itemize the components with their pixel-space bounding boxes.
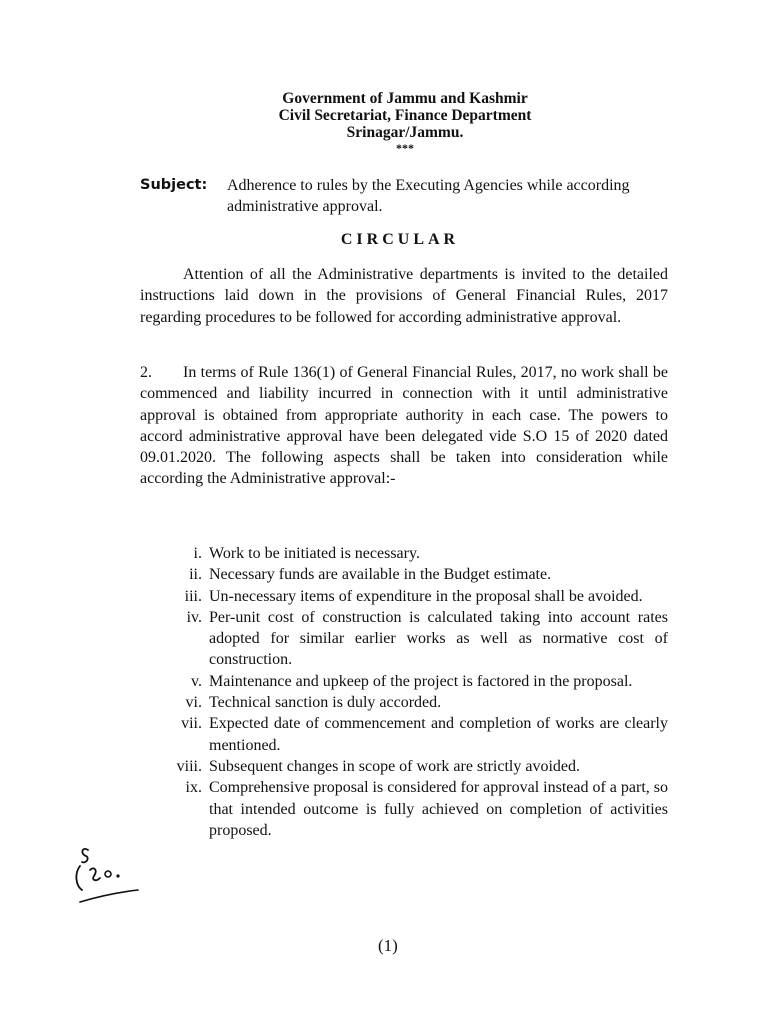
paragraph-2: [140, 362, 668, 490]
header-department: Civil Secretariat, Finance Department: [278, 107, 532, 124]
list-item-text: Expected date of commencement and completion of works are clearly mentioned.: [209, 715, 668, 754]
paragraph-2-text: In terms of Rule 136(1) of General Financial Rules, 2017, no work shall be commenced and liability incurred in connection with it until administrative approval is obtained from appropriate authority in each case. The powers to accord administrative approval have been delegated vide S.O 15 of 2020 dated 09.01.2020. The following aspects shall be taken into consideration while according the Administrative approval:-: [140, 364, 668, 488]
list-item: [140, 671, 668, 692]
subject-label: Subject:: [140, 177, 208, 193]
list-item-number: ix.: [185, 779, 202, 797]
list-item-number: iv.: [186, 608, 202, 626]
list-item: [140, 543, 668, 564]
list-item: [140, 607, 668, 671]
list-item-text: Necessary funds are available in the Budget estimate.: [209, 566, 552, 584]
list-item-number: ii.: [189, 566, 202, 584]
header-government: Government of Jammu and Kashmir: [282, 90, 528, 107]
list-item: [140, 564, 668, 585]
list-item-text: Comprehensive proposal is considered for approval instead of a part, so that intended outcome is fully achieved on completion of activities proposed.: [209, 779, 668, 839]
page-number: (1): [378, 936, 398, 955]
list-item-number: v.: [191, 672, 202, 690]
subject-text: Adherence to rules by the Executing Agencies while according administrative approval.: [227, 177, 630, 215]
list-item-text: Maintenance and upkeep of the project is factored in the proposal.: [209, 672, 633, 690]
list-item: [140, 756, 668, 777]
handwritten-initials: [60, 840, 150, 910]
list-item: [140, 586, 668, 607]
list-item-text: Subsequent changes in scope of work are strictly avoided.: [209, 757, 581, 775]
circular-title: CIRCULAR: [340, 231, 460, 248]
aspects-list: [140, 543, 668, 841]
list-item-number: iii.: [184, 587, 202, 605]
paragraph-1: Attention of all the Administrative departments is invited to the detailed instructions laid down in the provisions of General Financial Rules, 2017 regarding procedures to be followed for according administrative approval.: [140, 266, 668, 326]
list-item-number: vii.: [181, 715, 202, 733]
list-item-text: Per-unit cost of construction is calculated taking into account rates adopted for similar earlier works as well as normative cost of construction.: [209, 608, 668, 669]
list-item-number: i.: [193, 545, 202, 562]
paragraph-2-number: 2.: [140, 364, 152, 381]
list-item-number: viii.: [176, 757, 202, 775]
list-item-number: vi.: [185, 694, 202, 712]
list-item-text: Work to be initiated is necessary.: [209, 545, 420, 562]
list-item: [140, 713, 668, 756]
header-stars: ***: [396, 141, 414, 155]
list-item-text: Technical sanction is duly accorded.: [209, 694, 442, 712]
list-item: [140, 692, 668, 713]
list-item-text: Un-necessary items of expenditure in the proposal shall be avoided.: [209, 587, 643, 605]
list-item: [140, 777, 668, 841]
header-location: Srinagar/Jammu.: [346, 124, 464, 141]
